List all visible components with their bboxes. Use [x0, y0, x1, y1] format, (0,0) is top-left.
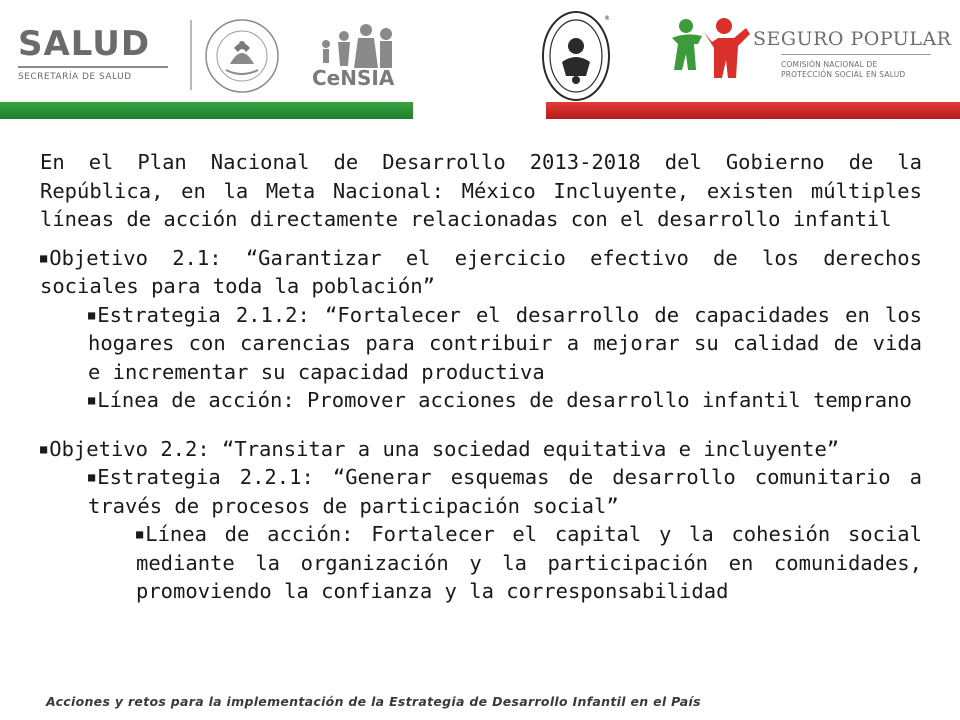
- seguro-popular-subtitle-2: PROTECCIÓN SOCIAL EN SALUD: [781, 70, 906, 79]
- hospital-seal-logo: [540, 10, 612, 102]
- header-divider: [190, 20, 192, 90]
- slide-footer: [0, 690, 960, 720]
- bullet-square-icon: ■: [40, 250, 48, 265]
- censia-logo: [312, 20, 412, 90]
- svg-text:®: ®: [604, 15, 610, 22]
- bullet-square-icon: ■: [88, 393, 96, 407]
- green-header-bar: [0, 102, 413, 119]
- intro-paragraph: En el Plan Nacional de Desarrollo 2013-2018 del Gobierno de la República, en la Meta Nacional: México Incluyente, existen múltiples líneas de acción directamente relacionadas con el desarrollo infantil: [40, 150, 922, 231]
- estrategia-2-2-1: [88, 463, 922, 520]
- censia-logo-name: CeNSIA: [312, 66, 395, 90]
- bullet-square-icon: ■: [40, 441, 48, 456]
- footer-caption: Acciones y retos para la implementación de la Estrategia de Desarrollo Infantil en el País: [46, 694, 701, 709]
- seguro-popular-logo: [753, 28, 952, 80]
- objetivo-2-1: [40, 244, 922, 301]
- linea-accion-1-text: Línea de acción: Promover acciones de desarrollo infantil temprano: [97, 388, 912, 412]
- salud-logo-name: SALUD: [18, 24, 151, 64]
- objetivo-2-1-text: Objetivo 2.1: “Garantizar el ejercicio efectivo de los derechos sociales para toda la población”: [40, 245, 922, 298]
- red-header-bar: [546, 102, 960, 119]
- bullet-square-icon: ■: [136, 527, 144, 541]
- salud-logo-rule: [18, 66, 168, 68]
- objetivo-2-2-text: Objetivo 2.2: “Transitar a una sociedad equitativa e incluyente”: [49, 436, 840, 461]
- salud-logo: [18, 26, 178, 86]
- salud-logo-subtitle: SECRETARÍA DE SALUD: [18, 72, 132, 82]
- bullet-square-icon: ■: [88, 307, 96, 322]
- family-icon: [312, 20, 412, 70]
- seguro-popular-title: SEGURO POPULAR: [753, 28, 952, 50]
- seguro-popular-figures-icon: [668, 18, 752, 82]
- estrategia-2-2-1-text: Estrategia 2.2.1: “Generar esquemas de desarrollo comunitario a través de procesos de participación social”: [88, 465, 922, 518]
- mexico-seal-logo: [204, 18, 280, 94]
- linea-accion-1: [88, 386, 922, 415]
- seguro-popular-subtitle-1: COMISIÓN NACIONAL DE: [781, 60, 878, 69]
- estrategia-2-1-2: [88, 301, 922, 387]
- linea-accion-2: [136, 520, 922, 606]
- seguro-popular-rule: [781, 54, 931, 55]
- linea-accion-2-text: Línea de acción: Fortalecer el capital y la cohesión social mediante la organización y la participación en comunidades, promoviendo la confianza y la corresponsabilidad: [136, 522, 922, 603]
- objetivo-2-2: [40, 435, 922, 464]
- bullet-square-icon: ■: [88, 470, 96, 484]
- slide-content: [40, 148, 922, 606]
- estrategia-2-1-2-text: Estrategia 2.1.2: “Fortalecer el desarrollo de capacidades en los hogares con carencias para contribuir a mejorar su calidad de vida e incrementar su capacidad productiva: [88, 302, 922, 384]
